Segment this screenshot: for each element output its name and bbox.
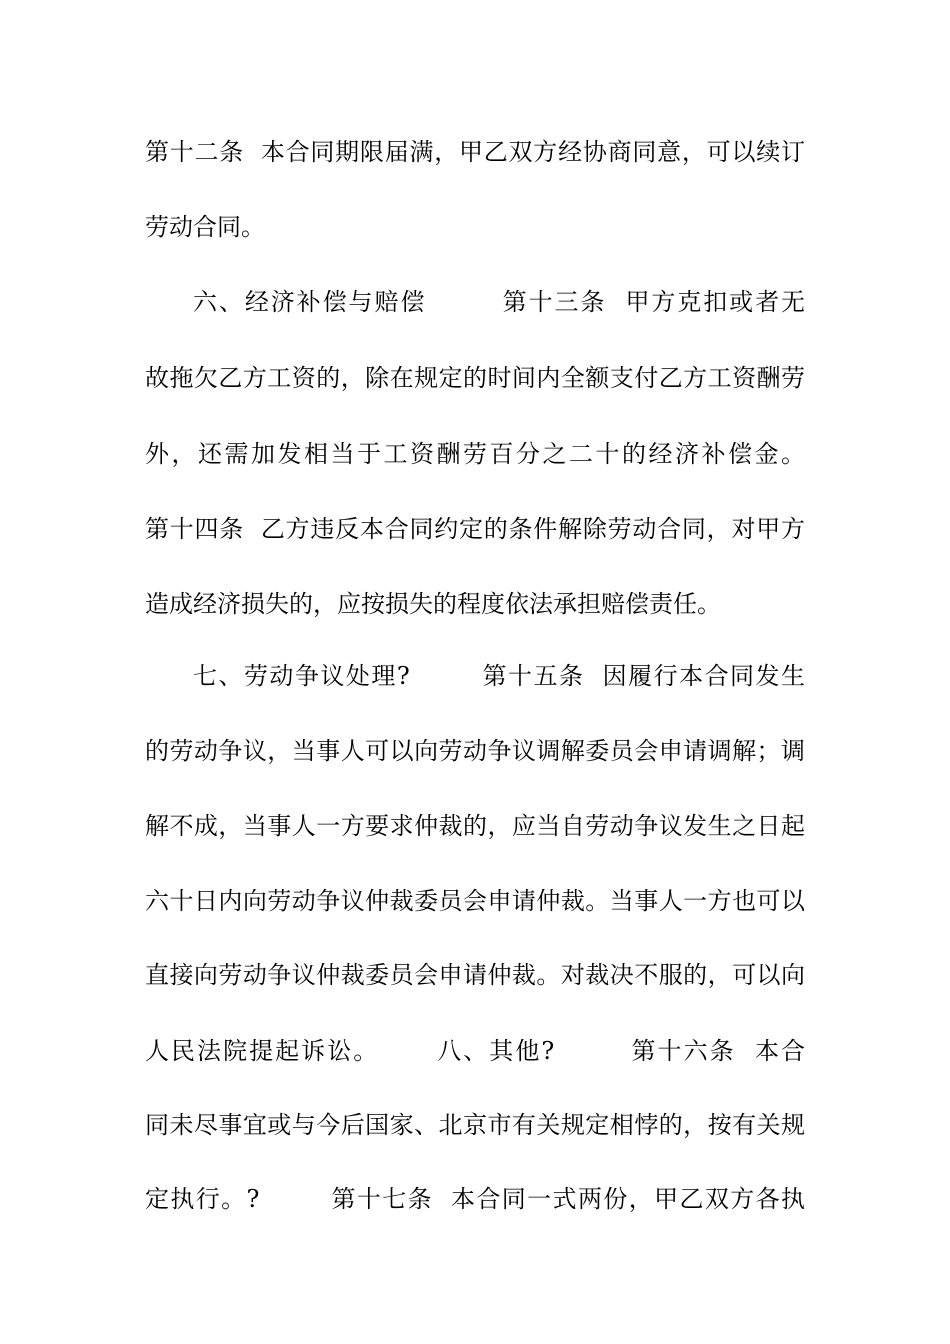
text-line: 外，还需加发相当于工资酬劳百分之二十的经济补偿金。 (145, 440, 805, 468)
text-line: 直接向劳动争议仲裁委员会申请仲裁。对裁决不服的，可以向 (145, 961, 805, 989)
text-line: 定执行。? 第十七条 本合同一式两份，甲乙双方各执 (145, 1185, 805, 1213)
text-line: 第十二条 本合同期限届满，甲乙双方经协商同意，可以续订 (145, 138, 805, 166)
text-line: 的劳动争议，当事人可以向劳动争议调解委员会申请调解；调 (145, 737, 805, 765)
text-line: 六十日内向劳动争议仲裁委员会申请仲裁。当事人一方也可以 (145, 887, 805, 915)
text-line: 同未尽事宜或与今后国家、北京市有关规定相悖的，按有关规 (145, 1111, 805, 1139)
section-heading-line: 六、经济补偿与赔偿 第十三条 甲方克扣或者无 (193, 288, 805, 316)
text-line: 故拖欠乙方工资的，除在规定的时间内全额支付乙方工资酬劳 (145, 364, 805, 392)
text-line: 人民法院提起诉讼。 八、其他? 第十六条 本合 (145, 1037, 805, 1065)
text-line: 造成经济损失的，应按损失的程度依法承担赔偿责任。 (145, 590, 721, 618)
section-heading-line: 七、劳动争议处理? 第十五条 因履行本合同发生 (193, 662, 805, 690)
text-line: 劳动合同。 (145, 213, 265, 241)
text-line: 解不成，当事人一方要求仲裁的，应当自劳动争议发生之日起 (145, 812, 805, 840)
text-line: 第十四条 乙方违反本合同约定的条件解除劳动合同，对甲方 (145, 515, 805, 543)
